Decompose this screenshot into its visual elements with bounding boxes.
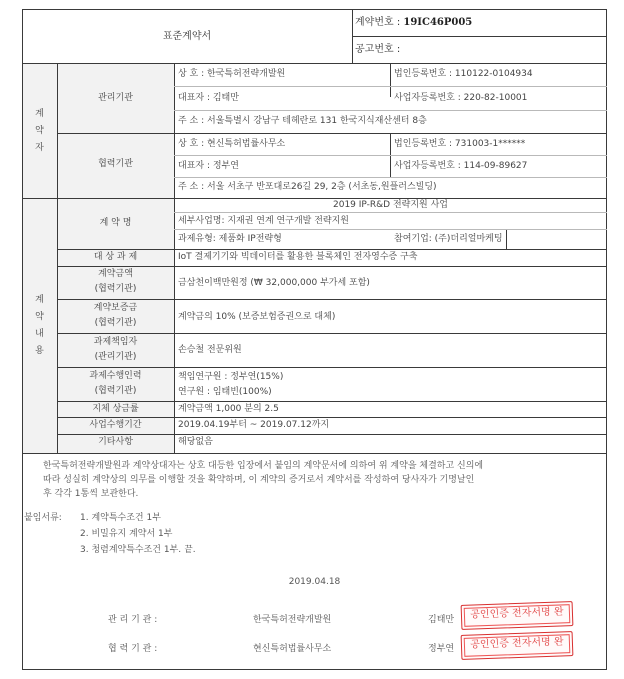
managing-org-ceo: 대표자 : 김태만: [178, 93, 239, 103]
partner-org-ceo: 대표자 : 정부연: [178, 161, 239, 171]
security-deposit-value: 계약금의 10% (보증보험증권으로 대체): [178, 312, 336, 322]
notice-number-label: 공고번호 :: [355, 44, 401, 55]
contract-name-label: 계 약 명: [99, 218, 132, 228]
partner-org-address: 주 소 : 서울 서초구 반포대로26길 29, 2층 (서초동,원플러스빌딩): [178, 182, 437, 192]
delay-penalty-label: 지체 상금률: [92, 404, 139, 414]
attachment-item: 2. 비밀유지 계약서 1부: [80, 529, 173, 539]
agreement-line-1: 한국특허전략개발원과 계약상대자는 상호 대등한 입장에서 붙임의 계약문서에 의하여 위 계약을 체결하고 신의에: [43, 461, 484, 471]
personnel-sublabel: (협력기관): [94, 386, 137, 396]
partner-sign-person: 정부연: [428, 644, 455, 654]
partner-org-corp-reg: 법인등록번호 : 731003-1******: [394, 139, 526, 149]
security-deposit-sublabel: (협력기관): [94, 318, 137, 328]
agreement-line-3: 후 각각 1통씩 보관한다.: [43, 489, 139, 499]
participant-company: 참여기업: (주)더리얼마케팅: [394, 234, 503, 244]
contract-section-label: 계 약 내 용: [35, 295, 44, 356]
contract-amount-value: 금삼천이백만원정 (₩ 32,000,000 부가세 포함): [178, 278, 370, 288]
task-type: 과제유형: 제품화 IP전략형: [178, 234, 282, 244]
etc-label: 기타사항: [98, 437, 133, 447]
managing-org-address: 주 소 : 서울특별시 강남구 테헤란로 131 한국지식재산센터 8층: [178, 116, 427, 126]
contractor-section-label: 계 약 자: [35, 109, 44, 153]
partner-org-biz-reg: 사업자등록번호 : 114-09-89627: [394, 161, 528, 171]
target-task-value: IoT 결제기기와 빅데이터를 활용한 블록체인 전자영수증 구축: [178, 252, 418, 262]
task-manager-label: 과제책임자: [93, 337, 138, 347]
etc-value: 해당없음: [178, 437, 213, 447]
managing-org-biz-reg: 사업자등록번호 : 220-82-10001: [394, 93, 528, 103]
sub-project-name: 세부사업명: 지재권 연계 연구개발 전략지원: [178, 216, 349, 226]
partner-org-company: 상 호 : 현신특허법률사무소: [178, 139, 286, 149]
partner-sign-name: 현신특허법률사무소: [253, 644, 332, 654]
managing-sign-label: 관 리 기 관 :: [108, 615, 158, 625]
contract-amount-label: 계약금액: [98, 269, 133, 279]
delay-penalty-value: 계약금액 1,000 분의 2.5: [178, 404, 279, 414]
electronic-signature-stamp: 공인인증 전자서명 완: [461, 631, 574, 660]
contract-number-label: 계약번호 :: [355, 17, 401, 28]
period-label: 사업수행기간: [89, 420, 142, 430]
contract-name-main: 2019 IP-R&D 전략지원 사업: [333, 200, 448, 210]
target-task-label: 대 상 과 제: [93, 252, 138, 262]
contract-number: 19IC46P005: [403, 17, 473, 28]
task-manager-value: 손승철 전문위원: [178, 345, 242, 355]
personnel-value-2: 연구원 : 임태빈(100%): [178, 387, 272, 397]
agreement-line-2: 따라 성실히 계약상의 의무를 이행할 것을 확약하며, 이 계약의 증거로서 계약서를 작성하여 당사자가 기명날인: [43, 475, 475, 485]
managing-org-label: 관리기관: [98, 93, 133, 103]
personnel-label: 과제수행인력: [89, 371, 142, 381]
partner-org-label: 협력기관: [98, 159, 133, 169]
security-deposit-label: 계약보증금: [93, 303, 138, 313]
period-value: 2019.04.19부터 ~ 2019.07.12까지: [178, 420, 330, 430]
managing-sign-name: 한국특허전략개발원: [253, 615, 332, 625]
managing-org-corp-reg: 법인등록번호 : 110122-0104934: [394, 69, 533, 79]
signing-date: 2019.04.18: [288, 577, 341, 587]
attachments-label: 붙임서류:: [24, 513, 62, 523]
managing-sign-person: 김태만: [428, 615, 455, 625]
contract-amount-sublabel: (협력기관): [94, 284, 137, 294]
task-manager-sublabel: (관리기관): [94, 352, 137, 362]
managing-org-company: 상 호 : 한국특허전략개발원: [178, 69, 286, 79]
attachment-item: 1. 계약특수조건 1부: [80, 513, 161, 523]
electronic-signature-stamp: 공인인증 전자서명 완: [461, 601, 574, 630]
document-title: 표준계약서: [162, 31, 212, 42]
personnel-value-1: 책임연구원 : 정부연(15%): [178, 372, 284, 382]
attachment-item: 3. 청렴계약특수조건 1부. 끝.: [80, 545, 196, 555]
partner-sign-label: 협 력 기 관 :: [108, 644, 158, 654]
